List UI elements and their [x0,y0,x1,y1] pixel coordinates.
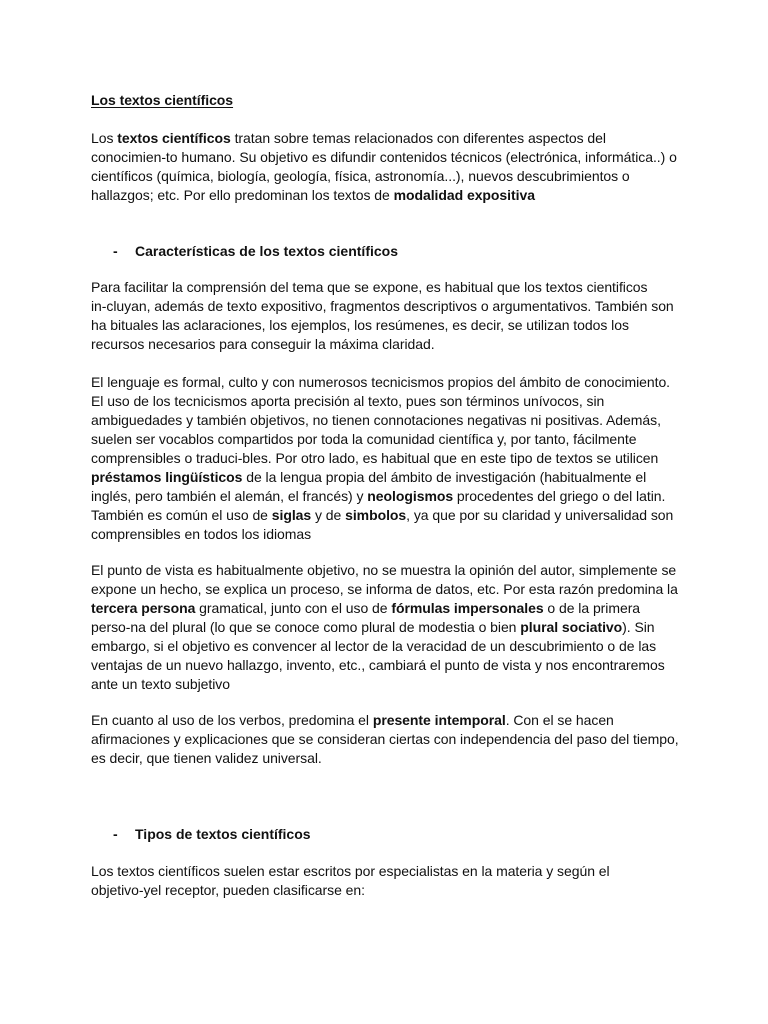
text-run: o de la primera [543,600,641,616]
text-run: suelen ser vocablos compartidos por toda la comunidad científica y, por tanto, fácilmente [91,431,637,447]
text-run: y de [311,507,346,523]
text-line [91,881,365,900]
text-line [91,675,230,694]
text-line [91,525,311,544]
bold-term: modalidad expositiva [393,187,535,203]
text-run: Los [91,130,118,146]
text-run: El uso de los tecnicismos aporta precisión al texto, pues son términos unívocos, sin [91,393,605,409]
text-line [91,430,636,449]
text-run: conocimien-to humano. Su objetivo es difundir contenidos técnicos (electrónica, informática..) o [91,149,677,165]
text-line [91,656,665,675]
bold-term: presente intemporal [372,712,506,728]
text-run: de la lengua propia del ámbito de investigación (habitualmente el [242,469,647,485]
text-line [91,637,656,656]
text-run: hallazgos; etc. Por ello predominan los textos de [91,187,394,203]
section-heading-text: Tipos de textos científicos [135,826,311,842]
text-run: expone un hecho, se explica un proceso, se informa de datos, etc. Por esta razón predomina la [91,581,678,597]
text-run: es decir, que tienen validez universal. [91,750,322,766]
text-line [91,618,655,637]
bold-term: préstamos lingüísticos [91,469,243,485]
text-line [91,599,640,618]
text-run: ambiguedades y también objetivos, no tienen connotaciones negativas ni positivas. Además, [91,412,661,428]
text-line [91,468,646,487]
text-line [91,335,435,354]
text-run: objetivo-yel receptor, pueden clasificarse en: [91,882,365,898]
text-run: comprensibles o traduci-bles. Por otro lado, es habitual que en este tipo de textos se utilicen [91,450,659,466]
text-run: procedentes del griego o del latin. [453,488,666,504]
text-line [91,449,658,468]
document-title: Los textos científicos [91,92,234,108]
bold-term: fórmulas impersonales [391,600,544,616]
text-run: ante un texto subjetivo [91,676,230,692]
text-run: ). Sin [622,619,655,635]
text-line [91,316,629,335]
text-run: afirmaciones y explicaciones que se consideran ciertas con independencia del paso del tiempo, [91,731,679,747]
text-run: ha bituales las aclaraciones, los ejemplos, los resúmenes, es decir, se utilizan todos los [91,317,629,333]
bullet-dash: - [113,826,118,842]
text-line [91,392,604,411]
text-run: , ya que por su claridad y universalidad son [406,507,674,523]
text-line [91,561,676,580]
section-heading-text: Características de los textos científicos [135,243,398,259]
text-run: científicos (química, biología, geología, física, astronomía...), nuevos descubrimientos o [91,168,630,184]
text-line [91,580,678,599]
text-line [91,730,679,749]
text-run: comprensibles en todos los idiomas [91,526,312,542]
text-line [91,862,610,881]
text-run: embargo, si el objetivo es convencer al lector de la veracidad de un descubrimiento o de las [91,638,657,654]
text-run: El lenguaje es formal, culto y con numerosos tecnicismos propios del ámbito de conocimiento. [91,374,671,390]
text-line [91,148,677,167]
text-line [91,373,670,392]
bold-term: neologismos [367,488,454,504]
text-run: . Con el se hacen [505,712,614,728]
text-run: En cuanto al uso de los verbos, predomina el [91,712,373,728]
text-line [91,129,606,148]
text-line [91,711,614,730]
bold-term: tercera persona [91,600,196,616]
text-run: gramatical, junto con el uso de [195,600,392,616]
text-run: inglés, pero también el alemán, el francés) y [91,488,368,504]
text-line [91,487,665,506]
text-run: También es común el uso de [91,507,272,523]
text-line [91,297,674,316]
text-run: El punto de vista es habitualmente objetivo, no se muestra la opinión del autor, simplemente se [91,562,677,578]
text-run: in-cluyan, además de texto expositivo, fragmentos descriptivos o argumentativos. También son [91,298,674,314]
text-line [91,749,322,768]
bold-term: siglas [271,507,312,523]
bold-term: plural sociativo [520,619,623,635]
text-line [91,411,661,430]
bold-term: textos científicos [117,130,231,146]
bullet-dash: - [113,243,118,259]
text-line [91,278,648,297]
text-run: tratan sobre temas relacionados con diferentes aspectos del [230,130,606,146]
text-run: Los textos científicos suelen estar escritos por especialistas en la materia y según el [91,863,610,879]
text-run: perso-na del plural (lo que se conoce como plural de modestia o bien [91,619,521,635]
text-line [91,186,535,205]
text-run: recursos necesarios para conseguir la máxima claridad. [91,336,435,352]
text-line [91,506,673,525]
text-line [91,167,630,186]
text-run: ventajas de un nuevo hallazgo, invento, etc., cambiará el punto de vista y nos encontraremos [91,657,665,673]
text-run: Para facilitar la comprensión del tema que se expone, es habitual que los textos cientificos [91,279,648,295]
bold-term: simbolos [345,507,407,523]
